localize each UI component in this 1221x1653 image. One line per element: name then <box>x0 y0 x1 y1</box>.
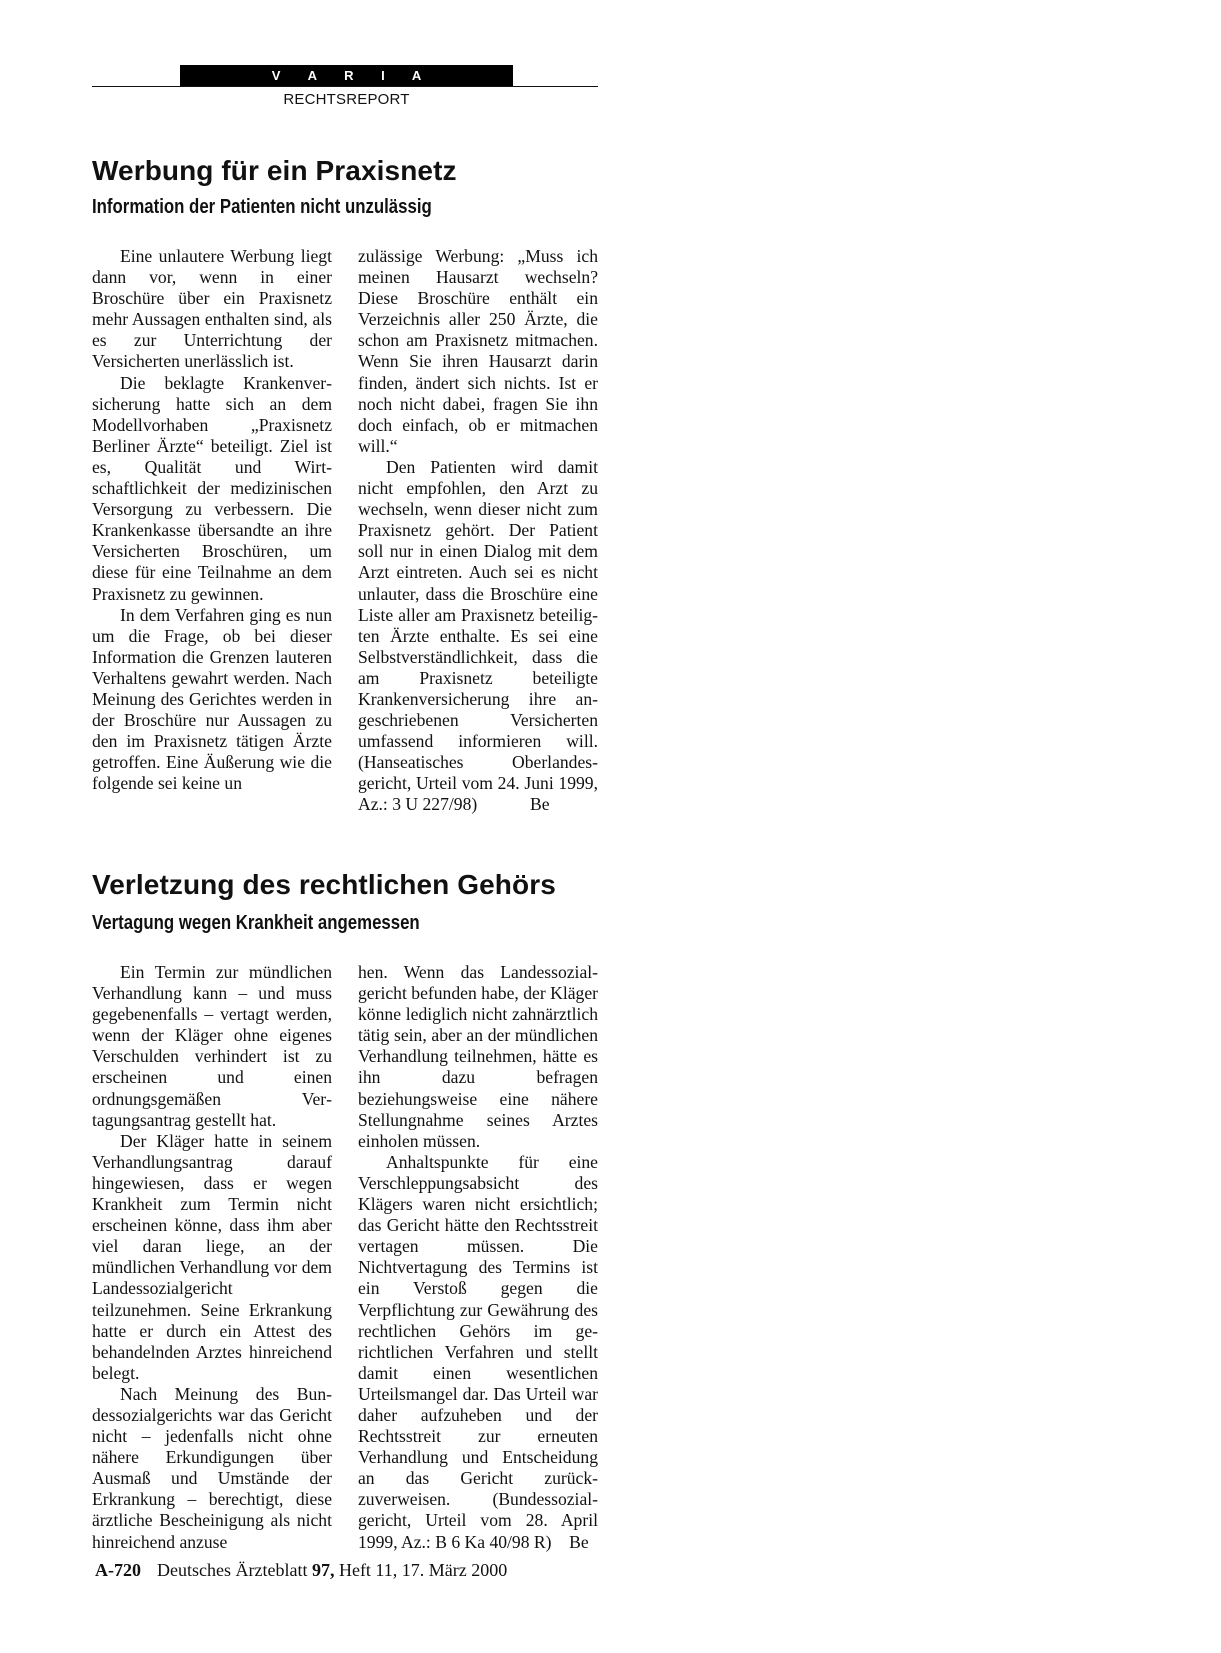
article-1-title: Werbung für ein Praxisnetz <box>92 155 457 186</box>
article-1-subtitle: Information der Patienten nicht unzulässig <box>92 196 432 218</box>
paragraph: zulässige Werbung: „Muss ich meinen Hausarzt wechseln? Diese Broschüre enthält ein Verzeichnis aller 250 Ärzte, die schon am Praxisnetz mitmachen. Wenn Sie ihren Hausarzt darin finden, ändert sich nichts. Ist er noch nicht dabei, fragen Sie ihn doch einfach, ob er mitmachen will.“ <box>358 246 598 456</box>
article-1-column-1 <box>92 246 332 816</box>
section-sublabel: RECHTSREPORT <box>283 91 410 108</box>
paragraph: In dem Verfahren ging es nun um die Frage, ob bei dieser Information die Grenzen lauteren Verhaltens gewahrt werden. Nach Meinung des Gerichtes werden in der Broschüre nur Aussagen zu den im Praxisnetz tätigen Ärzte getroffen. Eine Äußerung wie die folgende sei keine un <box>92 604 332 794</box>
article-2-column-1 <box>92 962 332 1553</box>
paragraph: Den Patienten wird damit nicht empfohlen, den Arzt zu wechseln, wenn dieser nicht zum Praxisnetz gehört. Der Patient soll nur in einen Dialog mit dem Arzt eintreten. Auch sei es nicht unlauter, dass die Broschüre eine Liste aller am Praxisnetz beteiligten Ärzte enthalte. Es sei eine Selbstverständlichkeit, dass die am Praxisnetz beteiligte Krankenversicherung ihre angeschriebenen Versicherten umfassend informieren will. (Hanseatisches Oberlandesgericht, Urteil vom 24. Juni 1999, Az.: 3 U 227/98) Be <box>358 456 598 815</box>
header-rule <box>92 86 598 87</box>
article-1-column-2 <box>358 246 598 816</box>
article-2-title: Verletzung des rechtlichen Gehörs <box>92 869 556 900</box>
paragraph: Ein Termin zur mündlichen Verhandlung kann – und muss gegebenenfalls – vertagt werden, wenn der Kläger ohne eigenes Verschulden verhindert ist zu erscheinen und einen ordnungsgemäßen Vertagungsantrag gestellt hat. <box>92 962 332 1130</box>
page-footer <box>95 1560 507 1581</box>
paragraph: Die beklagte Krankenversicherung hatte sich an dem Modellvorhaben „Praxisnetz Berliner Ärzte“ beteiligt. Ziel ist es, Qualität und Wirtschaftlichkeit der medizinischen Versorgung zu verbessern. Die Krankenkasse übersandte an ihre Versicherten Broschüren, um diese für eine Teilnahme an dem Praxisnetz zu gewinnen. <box>92 372 332 604</box>
paragraph: Eine unlautere Werbung liegt dann vor, wenn in einer Broschüre über ein Praxisnetz mehr Aussagen enthalten sind, als es zur Unterrichtung der Versicherten unerlässlich ist. <box>92 246 332 372</box>
issue-date: Heft 11, 17. März 2000 <box>334 1560 508 1580</box>
article-2-body <box>92 962 598 1553</box>
paragraph: hen. Wenn das Landessozialgericht befunden habe, der Kläger könne lediglich nicht zahnärztlich tätig sein, aber an der mündlichen Verhandlung teilnehmen, hätte es ihn dazu befragen beziehungsweise eine nähere Stellungnahme seines Arztes einholen müssen. <box>358 962 598 1151</box>
section-label: V A R I A <box>180 65 513 86</box>
journal-volume: 97, <box>311 1560 335 1580</box>
article-2-subtitle: Vertagung wegen Krankheit angemessen <box>92 912 420 934</box>
journal-name: Deutsches Ärzteblatt <box>157 1560 312 1580</box>
article-2-column-2 <box>358 962 598 1553</box>
paragraph: Nach Meinung des Bundessozialgerichts war das Gericht nicht – jedenfalls nicht ohne nähere Erkundigungen über Ausmaß und Umstände der Erkrankung – berechtigt, diese ärztliche Bescheinigung als nicht hinreichend anzuse <box>92 1383 332 1552</box>
paragraph: Der Kläger hatte in seinem Verhandlungsantrag darauf hingewiesen, dass er wegen Krankheit zum Termin nicht erscheinen könne, dass ihm aber viel daran liege, an der mündlichen Verhandlung vor dem Landessozialgericht teilzunehmen. Seine Erkrankung hatte er durch ein Attest des behandelnden Arztes hinreichend belegt. <box>92 1130 332 1383</box>
page-number: A-720 <box>95 1560 141 1580</box>
paragraph: Anhaltspunkte für eine Verschleppungsabsicht des Klägers waren nicht ersichtlich; das Gericht hätte den Rechtsstreit vertagen müssen. Die Nichtvertagung des Termins ist ein Verstoß gegen die Verpflichtung zur Gewährung des rechtlichen Gehörs im gerichtlichen Verfahren und stellt damit einen wesentlichen Urteilsmangel dar. Das Urteil war daher aufzuheben und der Rechtsstreit zur erneuten Verhandlung und Entscheidung an das Gericht zurückzuverweisen. (Bundessozialgericht, Urteil vom 28. April 1999, Az.: B 6 Ka 40/98 R) Be <box>358 1151 598 1552</box>
article-1-body <box>92 246 598 816</box>
